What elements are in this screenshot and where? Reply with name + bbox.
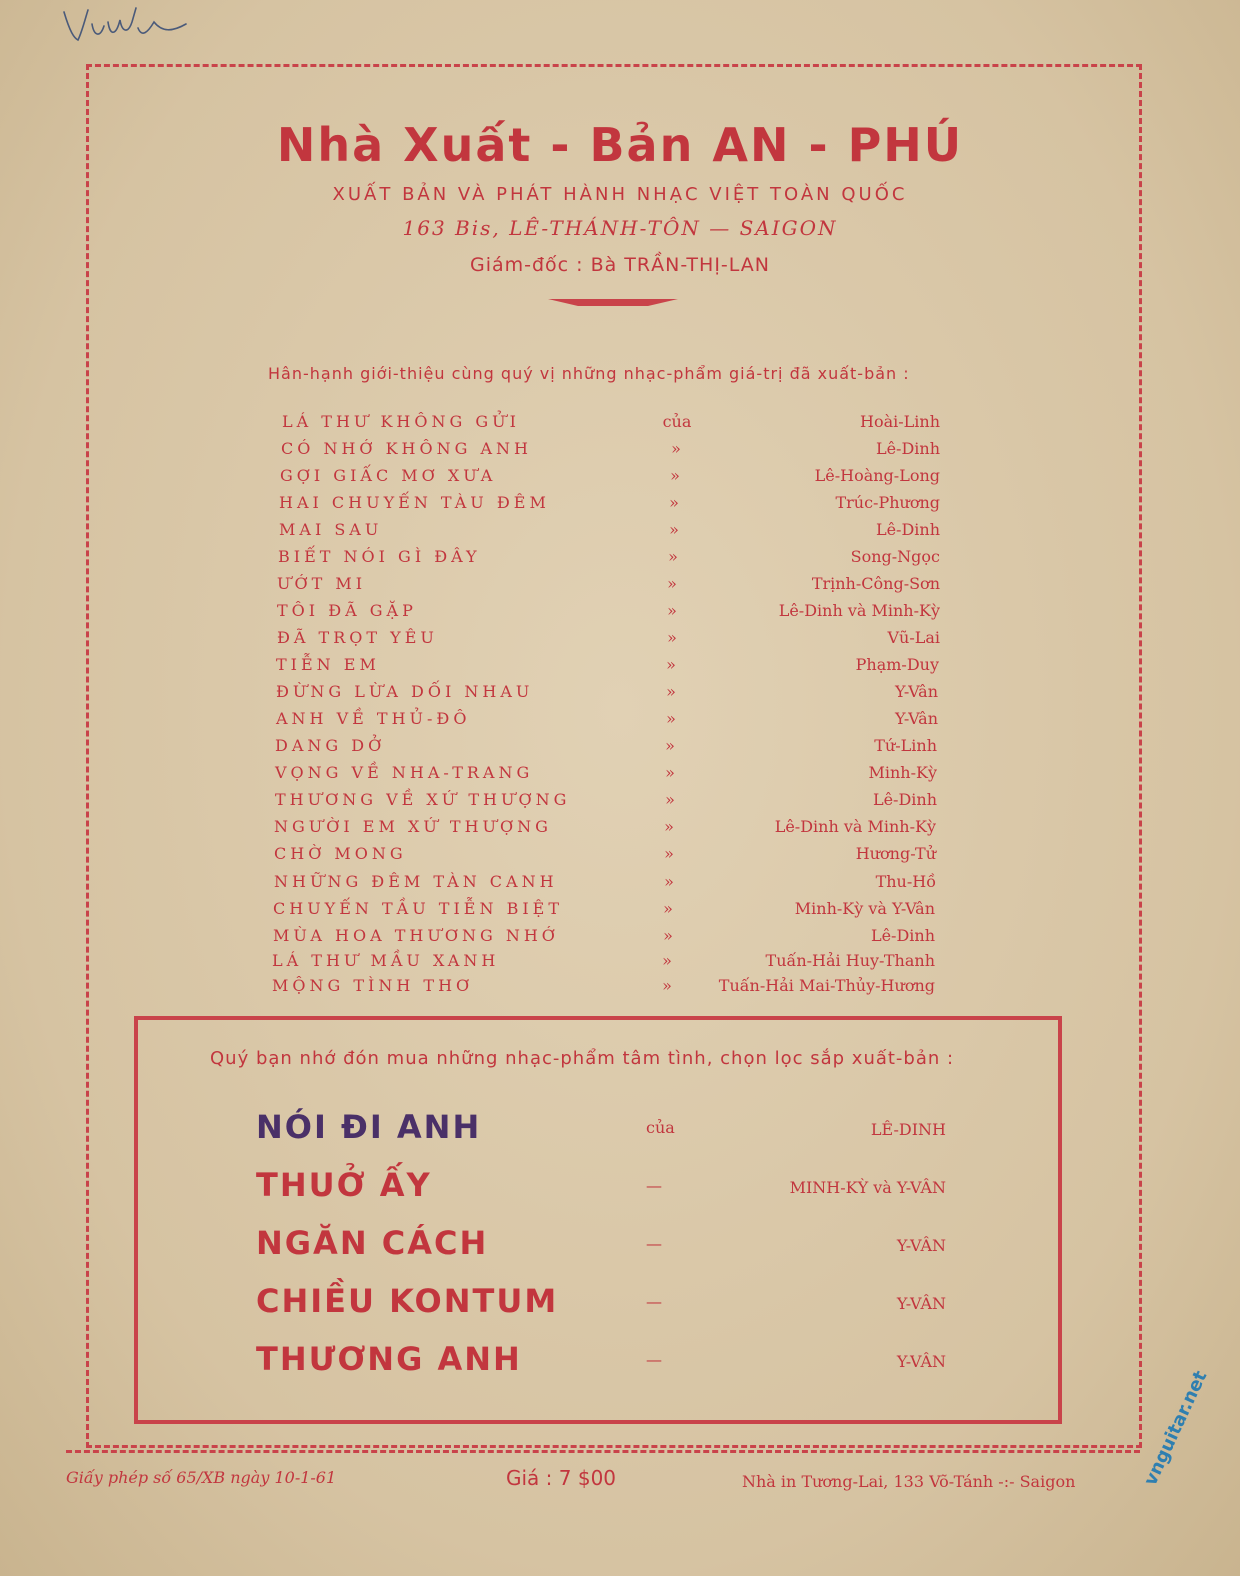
work-by: » [667,601,677,620]
upcoming-intro: Quý bạn nhớ đón mua những nhạc-phẩm tâm tình, chọn lọc sắp xuất-bản : [210,1048,955,1069]
work-title: ĐỪNG LỪA DỐI NHAU [276,682,534,701]
upcoming-by: — [646,1292,662,1311]
work-author: Thu-Hồ [875,872,936,891]
work-author: Lê-Dinh [872,790,937,809]
work-title: TIỄN EM [276,655,380,674]
work-author: Phạm-Duy [855,655,939,674]
work-author: Tứ-Linh [874,736,937,755]
work-title: ƯỚT MI [277,574,367,593]
work-by: » [668,547,678,566]
footer-divider [66,1450,1140,1453]
work-author: Hương-Tử [855,844,936,863]
work-by: » [666,655,676,674]
work-author: Lê-Dinh [875,439,940,458]
upcoming-title: NÓI ĐI ANH [256,1108,482,1146]
work-author: Y-Vân [895,682,938,701]
work-row [274,817,936,839]
work-row [276,682,938,704]
work-row [280,466,940,488]
work-title: CHỜ MONG [274,844,407,863]
upcoming-by: — [646,1234,662,1253]
work-title: ANH VỀ THỦ-ĐÔ [276,709,471,728]
work-by: » [665,763,675,782]
publisher-tagline: XUẤT BẢN VÀ PHÁT HÀNH NHẠC VIỆT TOÀN QUỐC [332,184,908,205]
work-author: Tuấn-Hải Mai-Thủy-Hương [718,976,935,995]
upcoming-title: NGĂN CÁCH [256,1224,489,1262]
work-title: NHỮNG ĐÊM TÀN CANH [274,872,558,891]
work-by: » [670,466,680,485]
work-by: » [666,682,676,701]
work-title: MỘNG TÌNH THƠ [272,976,474,995]
work-title: THƯƠNG VỀ XỨ THƯỢNG [275,790,571,809]
upcoming-row [256,1108,946,1152]
work-author: Minh-Kỳ [868,763,937,782]
work-by: » [665,790,675,809]
upcoming-author: Y-VÂN [896,1236,946,1255]
work-row [279,520,940,542]
publisher-director: Giám-đốc : Bà TRẦN-THỊ-LAN [469,254,771,276]
publisher-address: 163 Bis, LÊ-THÁNH-TÔN — SAIGON [402,216,838,240]
work-title: CHUYẾN TẦU TIỄN BIỆT [273,899,563,918]
work-title: MAI SAU [279,520,383,539]
work-title: ĐÃ TRỌT YÊU [277,628,438,647]
upcoming-author: MINH-KỲ và Y-VÂN [789,1178,946,1197]
work-author: Lê-Dinh [870,926,935,945]
footer-price: Giá : 7 $00 [506,1466,617,1490]
work-by: » [664,872,674,891]
footer-printer: Nhà in Tương-Lai, 133 Võ-Tánh -:- Saigon [742,1472,1076,1491]
publisher-title: Nhà Xuất - Bản AN - PHÚ [276,118,964,172]
work-by: » [669,520,679,539]
upcoming-author: Y-VÂN [896,1294,946,1313]
work-title: HAI CHUYẾN TÀU ĐÊM [279,493,550,512]
work-author: Trịnh-Công-Sơn [811,574,940,593]
work-row [278,547,940,569]
work-author: Lê-Hoàng-Long [814,466,940,485]
upcoming-row [256,1282,946,1326]
footer-permit: Giấy phép số 65/XB ngày 10-1-61 [66,1468,337,1487]
upcoming-title: CHIỀU KONTUM [256,1282,559,1320]
work-author: Song-Ngọc [850,547,940,566]
work-row [272,951,935,973]
work-title: DANG DỞ [275,736,386,755]
work-by: » [663,926,673,945]
work-row [274,844,936,866]
work-by: » [662,976,672,995]
work-row [282,412,940,434]
upcoming-row [256,1166,946,1210]
work-author: Minh-Kỳ và Y-Vân [794,899,935,918]
work-author: Hoài-Linh [860,412,940,431]
work-title: MÙA HOA THƯƠNG NHỚ [273,926,559,945]
work-author: Lê-Dinh và Minh-Kỳ [778,601,940,620]
upcoming-row [256,1340,946,1384]
work-row [277,628,940,650]
work-by: » [666,709,676,728]
upcoming-author: Y-VÂN [896,1352,946,1371]
published-works-intro: Hân-hạnh giới-thiệu cùng quý vị những nhạc-phẩm giá-trị đã xuất-bản : [268,364,910,383]
work-row [274,872,936,894]
work-row [277,601,940,623]
work-by: » [671,439,681,458]
upcoming-by: của [646,1118,675,1137]
work-title: TÔI ĐÃ GẶP [277,601,417,620]
work-by: » [667,574,677,593]
upcoming-title: THƯƠNG ANH [256,1340,522,1378]
work-row [281,439,940,461]
work-author: Lê-Dinh [875,520,940,539]
work-title: BIẾT NÓI GÌ ĐÂY [278,547,481,566]
work-author: Vũ-Lai [887,628,940,647]
work-row [279,493,940,515]
work-title: LÁ THƯ KHÔNG GỬI [282,412,520,431]
work-author: Y-Vân [895,709,938,728]
work-author: Lê-Dinh và Minh-Kỳ [774,817,936,836]
work-title: GỢI GIẤC MƠ XƯA [280,466,497,485]
work-row [272,976,935,998]
work-by: » [664,844,674,863]
work-by: » [667,628,677,647]
work-row [275,763,937,785]
work-title: VỌNG VỀ NHA-TRANG [275,763,534,782]
work-row [273,926,935,948]
work-by: » [665,736,675,755]
upcoming-by: — [646,1350,662,1369]
work-author: Tuấn-Hải Huy-Thanh [765,951,935,970]
upcoming-author: LÊ-DINH [870,1120,946,1139]
work-title: CÓ NHỚ KHÔNG ANH [281,439,532,458]
work-row [276,655,939,677]
work-row [277,574,940,596]
work-row [273,899,935,921]
work-by: » [669,493,679,512]
work-row [275,736,937,758]
work-title: LÁ THƯ MẦU XANH [272,951,500,970]
work-by: của [662,412,692,431]
work-title: NGƯỜI EM XỨ THƯỢNG [274,817,552,836]
site-watermark: vnguitar.net [1140,1367,1212,1489]
work-row [276,709,938,731]
work-by: » [664,817,674,836]
upcoming-by: — [646,1176,662,1195]
upcoming-row [256,1224,946,1268]
work-by: » [663,899,673,918]
work-by: » [662,951,672,970]
upcoming-title: THUỞ ẤY [256,1166,432,1204]
work-author: Trúc-Phương [835,493,940,512]
work-row [275,790,937,812]
